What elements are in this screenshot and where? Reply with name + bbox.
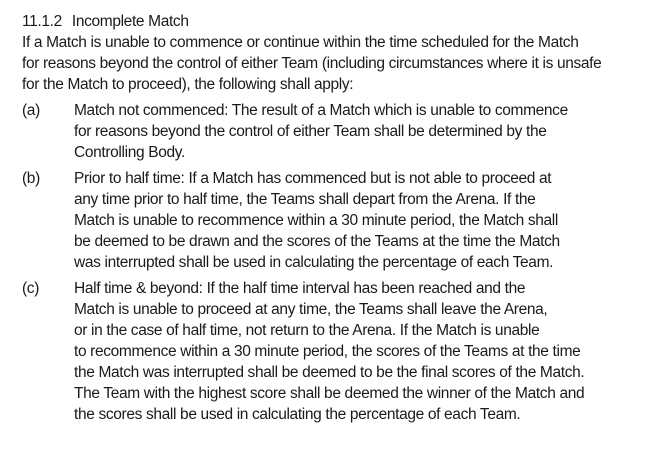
list-item-a bbox=[22, 100, 652, 163]
item-label: (c) bbox=[22, 280, 40, 297]
item-line: to recommence within a 30 minute period, the scores of the Teams at the time bbox=[74, 343, 581, 360]
list-item-b bbox=[22, 168, 652, 273]
section-title: Incomplete Match bbox=[71, 13, 189, 30]
item-line: the scores shall be used in calculating the percentage of each Team. bbox=[74, 406, 521, 423]
item-line: was interrupted shall be used in calculating the percentage of each Team. bbox=[74, 254, 554, 271]
item-label: (a) bbox=[22, 102, 40, 119]
section-number: 11.1.2 bbox=[22, 13, 62, 30]
document-body bbox=[22, 11, 652, 425]
section-heading bbox=[22, 11, 652, 32]
item-label: (b) bbox=[22, 170, 40, 187]
item-text bbox=[74, 168, 560, 273]
item-text bbox=[74, 100, 568, 163]
item-line: Controlling Body. bbox=[74, 144, 185, 161]
item-line: Match not commenced: The result of a Match which is unable to commence bbox=[74, 102, 568, 119]
item-line: Match is unable to recommence within a 30 minute period, the Match shall bbox=[74, 212, 558, 229]
item-line: or in the case of half time, not return to the Arena. If the Match is unable bbox=[74, 322, 540, 339]
intro-line: for the Match to proceed), the following shall apply: bbox=[22, 76, 354, 93]
intro-line: for reasons beyond the control of either Team (including circumstances where it is unsafe bbox=[22, 55, 602, 72]
item-line: Half time & beyond: If the half time interval has been reached and the bbox=[74, 280, 526, 297]
intro-paragraph bbox=[22, 32, 652, 95]
item-line: any time prior to half time, the Teams shall depart from the Arena. If the bbox=[74, 191, 536, 208]
item-line: Match is unable to proceed at any time, the Teams shall leave the Arena, bbox=[74, 301, 548, 318]
item-line: The Team with the highest score shall be deemed the winner of the Match and bbox=[74, 385, 585, 402]
item-line: Prior to half time: If a Match has commenced but is not able to proceed at bbox=[74, 170, 552, 187]
item-line: the Match was interrupted shall be deemed to be the final scores of the Match. bbox=[74, 364, 585, 381]
intro-line: If a Match is unable to commence or continue within the time scheduled for the Match bbox=[22, 34, 579, 51]
item-line: be deemed to be drawn and the scores of the Teams at the time the Match bbox=[74, 233, 560, 250]
item-line: for reasons beyond the control of either Team shall be determined by the bbox=[74, 123, 547, 140]
item-text bbox=[74, 278, 584, 425]
list-item-c bbox=[22, 278, 652, 425]
